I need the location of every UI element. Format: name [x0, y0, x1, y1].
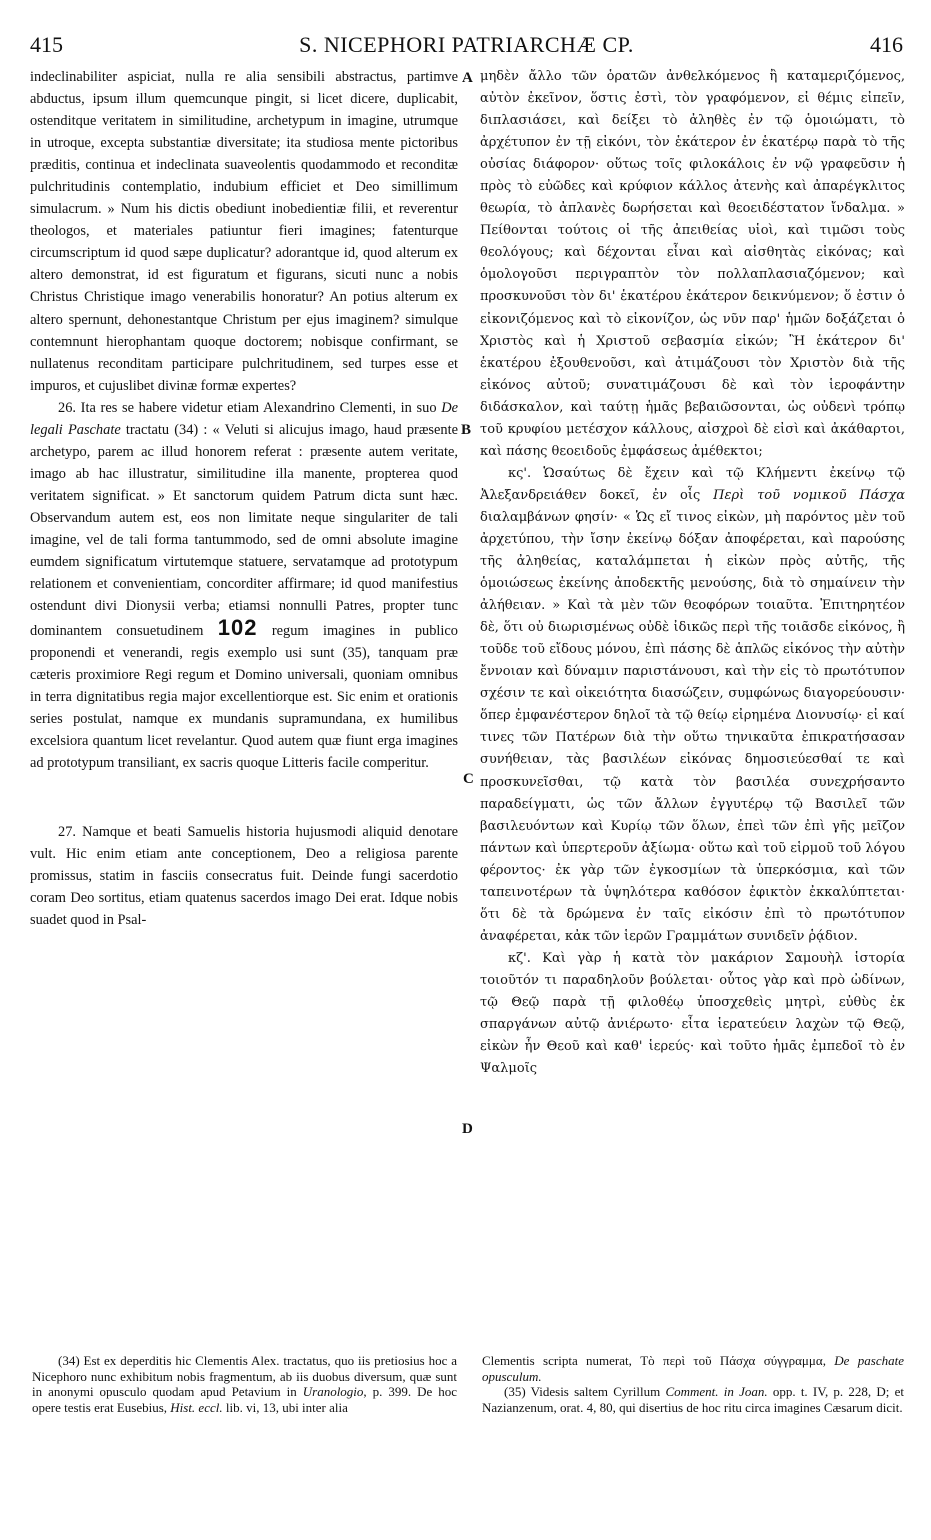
- page-number-right: 416: [870, 32, 903, 57]
- footnote-continuation: [482, 1353, 904, 1415]
- greek-paragraph-27: κζ'. Καὶ γὰρ ἡ κατὰ τὸν μακάριον Σαμουὴλ ἱστορία τοιοῦτόν τι παραδηλοῦν βούλεται· οὗτος γὰρ καὶ πρὸ ὠδίνων, τῷ Θεῷ παρὰ τῇ φιλοθέῳ ὑποσχεθεὶς μητρὶ, εὐθὺς ἐκ σπαργάνων αὐτῷ ἀνιέρωτο· εἶτα ἱερατεύειν λαχὼν τῷ Θεῷ, εἰκὼν ἦν Θεοῦ καὶ καθ' ἱερεύς· καὶ τοῦτο ἡμᾶς ἐμπεδοῖ τὸ ἐν Ψαλμοῖς: [480, 950, 905, 1077]
- footnote-34-text-a: (34) Est ex deperditis hic Clementis Alex. tractatus, quo iis pretiosius hoc a Nicephoro nunc exhibitum nobis fragmentum, ab iis duobus diversum, quæ sunt in anonymi opusculo quodam apud Petavium in: [32, 1353, 457, 1399]
- greek-p26-text-a: κς'. Ὡσαύτως δὲ ἔχειν καὶ τῷ Κλήμεντι ἐκείνῳ τῷ Ἀλεξανδρειάθεν δοκεῖ, ἐν οἷς: [480, 465, 905, 503]
- greek-work-title: Περὶ τοῦ νομικοῦ Πάσχα: [713, 487, 906, 503]
- footnote-34-text-c: lib. vi, 13, ubi inter alia: [222, 1399, 348, 1415]
- latin-column: [30, 66, 458, 931]
- footnote-35: [482, 1384, 904, 1415]
- latin-paragraph-27: 27. Namque et beati Samuelis historia hujusmodi aliquid denotare vult. Hic enim etiam ante conceptionem, Deo a religiosa parente promissus, statim in fasciis consecratus fuit. Deinde fungi sacerdotio coram Deo sortitus, etiam quatenus sacerdos imago Dei erat. Idque nobis suadet quod in Psal-: [30, 823, 458, 928]
- footnote-34-cont-italic: De paschate opusculum.: [482, 1353, 904, 1384]
- page-header: [30, 32, 903, 60]
- margin-marker-a: A: [462, 70, 473, 86]
- column-number: 102: [217, 615, 258, 641]
- footnote-35-italic: Comment. in Joan.: [665, 1384, 768, 1399]
- margin-marker-d: D: [462, 1121, 473, 1137]
- running-title: S. NICEPHORI PATRIARCHÆ CP.: [299, 32, 634, 57]
- greek-paragraph-1: μηδὲν ἄλλο τῶν ὁρατῶν ἀνθελκόμενος ἢ καταμεριζόμενος, αὐτὸν ἐκεῖνον, ὅστις ἐστὶ, τὸν γραφόμενον, εἰ θέμις εἰπεῖν, διπλασιάσει, καὶ δείξει τὸ ἀληθὲς ἐν τῷ ὁμοιώματι, τὸ ἀρχέτυπον ἐν τῇ εἰκόνι, τὸν ἑκάτερον ἐν ἑκατέρῳ παρὰ τὸ τῆς οὐσίας διάφορον· οὕτως τοῖς φιλοκάλοις ἐν νῷ γραφεῦσιν ἡ πρὸς τὸ εὐῶδες καὶ κρύφιον κάλλος ἀτενὴς καὶ ἀπαρέγκλιτος θεωρία, τὸ ἀπλανὲς δωρήσεται καὶ θεοειδέστατον ἴνδαλμα. » Πείθονται τούτοις οἱ τῆς ἀπειθείας υἱοὶ, καὶ τιμῶσι τοὺς θεολόγους; καὶ δέχονται εἶναι καὶ αἰσθητὰς εἰκόνας; καὶ ὁμολογοῦσι περιγραπτὸν τὸν πολλαπλασιαζόμενον; καὶ προσκυνοῦσι τὸν δι' ἑκατέρου ἑκάτερον δεικνύμενον; ὅ ἐστιν ὁ εἰκονιζόμενος καὶ τὸ εἰκονίζον, ὡς νῦν παρ' ἡμῶν δοξάζεται ὁ Χριστὸς καὶ ἡ Χριστοῦ σεβασμία εἰκών; Ἢ ἑκάτερον δι' ἑκατέρου ἐξουθενοῦσι, καὶ ἀτιμάζουσι τὸν Χριστὸν διὰ τῆς εἰκόνος αὐτοῦ; συνατιμάζουσι δὲ καὶ τὸν ἱεροφάντην διδάσκαλον, καὶ ταύτῃ ἡμᾶς βεβαιῶσονται, ὡς οὐδενὶ τρόπῳ τοῦ κρυφίου μετέσχον κάλλους, αἰσχροὶ δὲ εἰσὶ καὶ ἀκάθαρτοι, καὶ πάσης θεοειδοῦς ἐμφάσεως ἀμέθεκτοι;: [480, 69, 905, 459]
- footnote-34-cont: [482, 1353, 904, 1384]
- footnote-35-text-b: opp. t. IV, p. 228, D; et Nazianzenum, orat. 4, 80, qui disertius de hoc ritu circa imagines Cæsarum dicit.: [482, 1384, 904, 1415]
- latin-paragraph-26: [30, 397, 458, 775]
- footnote-34-italic-1: Uranologio: [302, 1384, 364, 1399]
- latin-work-title: De legali Paschate: [30, 399, 458, 438]
- greek-paragraph-26: [480, 463, 905, 948]
- page-number-left: 415: [30, 32, 63, 57]
- margin-marker-b: B: [461, 422, 472, 438]
- footnote-34-text-b: , p. 399. De hoc opere testis erat Eusebius,: [32, 1384, 457, 1415]
- latin-p26-text-a: 26. Ita res se habere videtur etiam Alexandrino Clementi, in suo: [58, 399, 442, 416]
- greek-p26-text-b: διαλαμβάνων φησίν· « Ὡς εἴ τινος εἰκὼν, μὴ παρόντος μὲν τοῦ ἀρχετύπου, τὴν ἴσην ἐκείνῳ δόξαν ἀποφέρεται, καὶ παρούσης τῆς ἀληθείας, καταλάμπεται ἡ εἰκὼν πρὸς αὐτῆς, τῆς ὁμοιώσεως ἐκείνης ἀποδεκτῆς μενούσης, διὰ τὸ σημαίνειν τὴν ἀλήθειαν. » Καὶ τὰ μὲν τῶν θεοφόρων τοιαῦτα. Ἐπιτηρητέον δὲ, ὅτι οὐ διωρισμένως οὐδὲ ἰδικῶς περὶ τῆς τοιᾶσδε εἰκόνος, ἢ τοῦδε τοῦ εἴδους μόνου, ἐπὶ πάσης δὲ ἁπλῶς εἰκόνος τὴν αὐτὴν ἔννοιαν καὶ δύναμιν παριστάνουσι, καὶ τὴν εἰς τὸ πρωτότυπον σχέσιν τε καὶ οἰκειότητα διασώζειν, συμφώνως διαγορεύουσιν· ὅπερ ἐμφανέστερον δηλοῖ τὰ τῷ θείῳ εἰρημένα Διονυσίῳ· εἰ καί τινες τῶν Πατέρων διὰ τὴν οὕτω τηνικαῦτα ἐπικρατήσασαν συνήθειαν, τὰς βασιλέων εἰκόνας δημοσιεύεσθαί τε καὶ προσκυνεῖσθαι, τῷ κατὰ τὸν βασιλέα συνεχρήσαντο παραδείγματι, ὡς τῶν ἄλλων ἐγγυτέρῳ τῷ Βασιλεῖ τῶν βασιλευόντων καὶ Κυρίῳ τῶν ὅλων, ἐπεὶ τῶν ἐπὶ γῆς μεῖζον πάντων καὶ ὑπερτεροῦν ἀξίωμα· οὕτω καὶ τοῦ εἱρμοῦ τοῦ λόγου φέροντος· ἐκ γὰρ τῶν ἐγκοσμίων τὰ ὑπερκόσμια, καὶ τῶν ταπεινοτέρων τὰ ὑψηλότερα καθόσον ἐφικτὸν ἐκκαλύπτεται· ὅτι δὲ τὰ δρώμενα ἐν ταῖς εἰκόσιν ἐπὶ τὸ πρωτότυπον ἀναφέρεται, κἀκ τῶν ἱερῶν Γραμμάτων συνιδεῖν ῥᾴδιον.: [480, 509, 905, 944]
- footnote-34: [32, 1353, 457, 1415]
- footnote-34-cont-text: Clementis scripta numerat, Τὸ περὶ τοῦ Πάσχα σύγγραμμα,: [482, 1353, 835, 1368]
- footnote-35-text-a: (35) Videsis saltem Cyrillum: [504, 1384, 666, 1399]
- margin-marker-c: C: [463, 771, 474, 787]
- latin-paragraph-1: indeclinabiliter aspiciat, nulla re alia sensibili abstractus, partimve abductus, ipsum illum quemcunque pingit, si licet dicere, duplicabit, ostenditque veritatem in similitudine, archetypum in imagine, utrumque in utroque, excepta substantiæ diversitate; ita studiosa mente pictoribus præditis, continua et indeclinata suaveolentis quodammodo et reconditæ pulchritudinis contemplatio, indubium efficiet et Deo simillimum simulacrum. » Num his dictis obediunt inobedientiæ filii, et reverentur theologos, et materiales patiuntur fieri imagines; fatenturque circumscriptum id quod sæpe duplicatur? adorantque id, quod alterum ex altero demonstrat, id est figuratum et figurans, sicuti nunc a nobis Christus Christique imago venerabilis honoratur? An potius alterum ex altero spernunt, dehonestantque Christum per ejus imaginem? simulque contemnunt hierophantam quoque doctorem; nobisque confirmant, se nullatenus reconditam participare pulchritudinem, sed turpes esse et impuros, et cujuslibet divinæ formæ expertes?: [30, 69, 458, 394]
- latin-p26-text-c: regum imagines in publico proponendi et venerandi, regis exemplo usi sunt (35), tanquam præ cæteris proximiore Regi regum et Domino universali, quoniam omnibus in terra dignitatibus regia major excellentiorque est. Sic enim et orationis series postulat, namque ex mundanis supramundana, ex humilibus excelsiora quantum licet revelantur. Quod autem quæ fiunt erga imagines ad prototypum transiliant, ex sacris quoque Litteris facile comperitur.: [30, 623, 458, 772]
- greek-column: [480, 66, 905, 1080]
- latin-p26-text-b: tractatu (34) : « Veluti si alicujus imago, haud præsente archetypo, parem ac illud honorem referat : præsente autem veritate, imago ab hac illustratur, similitudine illa manente, propterea quod veritatem significat. » Et sanctorum quidem Patrum dicta sunt hæc. Observandum autem est, eos non limitate neque singulariter de tali imagine, vel de tali forma tantummodo, sed de omni absolute imagine eumdem significatum virtutemque statuere, servatamque ad prototypum relationem et convenientiam, concorditer affirmare; id quod manifestius ostendunt divi Dionysii verba; etiamsi nonnulli Patres, propter tunc dominantem consuetudinem: [30, 421, 458, 640]
- paragraph-gap: [30, 775, 458, 821]
- footnote-34-italic-2: Hist. eccl.: [170, 1399, 223, 1415]
